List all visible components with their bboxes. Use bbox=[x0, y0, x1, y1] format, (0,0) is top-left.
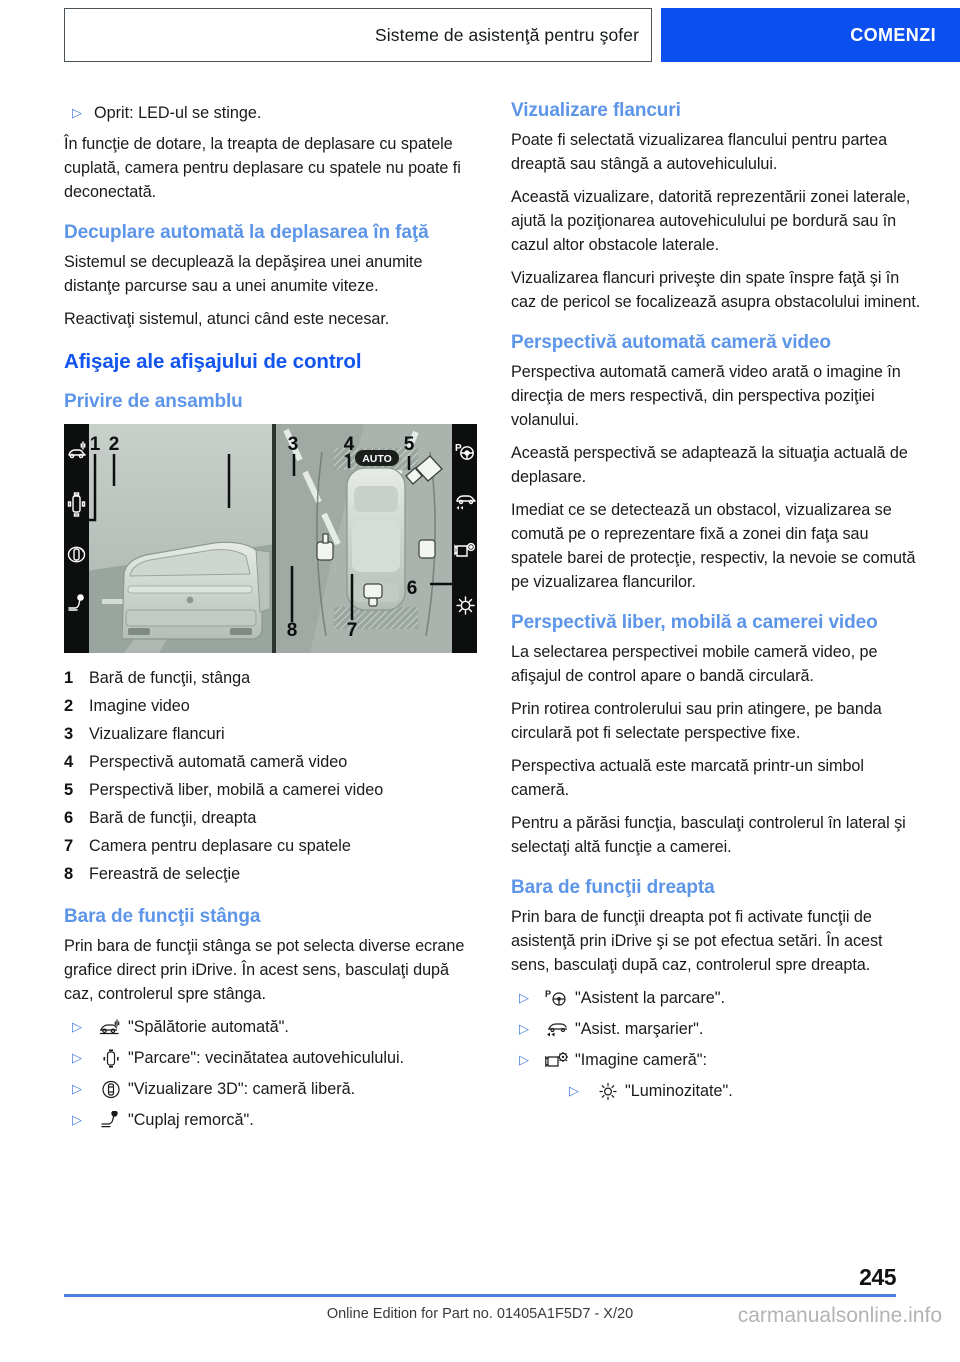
triangle-right-icon: ▷ bbox=[72, 1112, 82, 1127]
paragraph-perspectiva-auto-3: Imediat ce se detectează un obstacol, vizualizarea se comută pe o reprezentare fixă a zonei din faţa sau spatele barei de protecţie, respectiv, la nevoie se comută pe vizualizarea flancurilor. bbox=[511, 501, 916, 591]
list-item-label: "Parcare": vecinătatea autovehiculului. bbox=[128, 1049, 405, 1067]
legend-number: 1 bbox=[64, 669, 74, 687]
paragraph-perspectiva-libera-1: La selectarea perspectivei mobile cameră video, pe afişajul de control apare o bandă circulară. bbox=[511, 643, 878, 685]
legend-label: Bară de funcţii, dreapta bbox=[89, 809, 257, 827]
legend-label: Perspectivă automată cameră video bbox=[89, 753, 348, 771]
camera-settings-icon bbox=[541, 1048, 575, 1072]
list-item bbox=[511, 1017, 924, 1041]
list-item bbox=[64, 777, 477, 804]
list-item-label: "Luminozitate". bbox=[625, 1082, 733, 1100]
parking-assistant-icon bbox=[541, 986, 575, 1010]
car-wash-icon bbox=[94, 1015, 128, 1039]
list-item-label: Oprit: LED-ul se stinge. bbox=[94, 104, 262, 122]
legend-label: Perspectivă liber, mobilă a camerei video bbox=[89, 781, 384, 799]
list-item bbox=[64, 833, 477, 860]
callout-5: 5 bbox=[403, 434, 415, 455]
parking-surroundings-icon bbox=[94, 1046, 128, 1070]
page-number: 245 bbox=[859, 1264, 896, 1290]
list-item-label: "Cuplaj remorcă". bbox=[128, 1111, 254, 1129]
list-item bbox=[511, 1079, 924, 1103]
control-display-overview-figure bbox=[64, 424, 477, 653]
heading-perspectiva-automata: Perspectivă automată cameră video bbox=[511, 332, 831, 353]
legend-number: 5 bbox=[64, 781, 74, 799]
legend-label: Bară de funcţii, stânga bbox=[89, 669, 251, 687]
svg-text:AUTO: AUTO bbox=[362, 453, 392, 465]
paragraph-perspectiva-auto-2: Această perspectivă se adaptează la situaţia actuală de deplasare. bbox=[511, 444, 908, 486]
list-item-label: "Asist. marşarier". bbox=[575, 1020, 704, 1038]
legend-label: Camera pentru deplasare cu spatele bbox=[89, 837, 351, 855]
right-column bbox=[511, 98, 924, 1110]
list-item bbox=[64, 665, 477, 692]
legend-number: 3 bbox=[64, 725, 74, 743]
legend-number: 7 bbox=[64, 837, 74, 855]
triangle-right-icon: ▷ bbox=[519, 1021, 529, 1036]
reversing-assistant-icon bbox=[541, 1017, 575, 1041]
paragraph-perspectiva-auto-1: Perspectiva automată cameră video arată o imagine în direcţia de mers respectivă, din perspectiva poziţiei volanului. bbox=[511, 363, 901, 429]
left-column bbox=[64, 98, 477, 1139]
page-header bbox=[0, 8, 960, 62]
brightness-icon bbox=[591, 1079, 625, 1103]
tab-comenzi[interactable] bbox=[661, 8, 960, 62]
paragraph-vizualizare-3: Vizualizarea flancuri priveşte din spate înspre faţă şi în caz de pericol se focalizează asupra obstacolului iminent. bbox=[511, 269, 921, 311]
list-item bbox=[64, 1046, 477, 1070]
triangle-right-icon: ▷ bbox=[72, 105, 82, 120]
list-item-label: "Vizualizare 3D": cameră liberă. bbox=[128, 1080, 356, 1098]
legend-number: 6 bbox=[64, 809, 74, 827]
paragraph-bara-stanga: Prin bara de funcţii stânga se pot selecta diverse ecrane grafice direct prin iDrive. În acest sens, basculaţi după caz, controlerul spre stânga. bbox=[64, 937, 465, 1003]
paragraph-decuplare-2: Reactivaţi sistemul, atunci când este necesar. bbox=[64, 310, 390, 328]
callout-1: 1 bbox=[89, 434, 101, 455]
callout-7: 7 bbox=[346, 620, 358, 641]
callout-3: 3 bbox=[287, 434, 299, 455]
suv-rear bbox=[122, 542, 270, 639]
trailer-coupling-icon bbox=[94, 1108, 128, 1132]
list-item bbox=[64, 749, 477, 776]
list-item bbox=[511, 1048, 924, 1072]
list-item bbox=[64, 1077, 477, 1101]
callout-2: 2 bbox=[108, 434, 120, 455]
list-item bbox=[64, 693, 477, 720]
list-item-label: "Asistent la parcare". bbox=[575, 989, 726, 1007]
heading-afisaje: Afişaje ale afişajului de control bbox=[64, 350, 362, 373]
paragraph-perspectiva-libera-2: Prin rotirea controlerului sau prin atingere, pe banda circulară pot fi selectate perspective fixe. bbox=[511, 700, 882, 742]
heading-privire-ansamblu: Privire de ansamblu bbox=[64, 391, 243, 412]
paragraph-decuplare-1: Sistemul se decuplează la depăşirea unei anumite distanţe parcurse sau a unei anumite viteze. bbox=[64, 253, 423, 295]
view-3d-icon bbox=[94, 1077, 128, 1101]
paragraph-perspectiva-libera-4: Pentru a părăsi funcţia, basculaţi controlerul în lateral şi selectaţi altă funcţie a camerei. bbox=[511, 814, 906, 856]
svg-text:P: P bbox=[545, 988, 552, 999]
heading-bara-stanga: Bara de funcţii stânga bbox=[64, 906, 261, 927]
list-item bbox=[64, 1015, 477, 1039]
heading-bara-dreapta: Bara de funcţii dreapta bbox=[511, 877, 715, 898]
figure-legend bbox=[64, 665, 477, 888]
paragraph-bara-dreapta: Prin bara de funcţii dreapta pot fi activate funcţii de asistenţă prin iDrive şi se pot efectua setări. În acest sens, basculaţi după caz, controlerul spre dreapta. bbox=[511, 908, 883, 974]
list-item bbox=[64, 805, 477, 832]
list-item bbox=[64, 101, 477, 125]
callout-4: 4 bbox=[343, 434, 355, 455]
list-item bbox=[64, 721, 477, 748]
legend-number: 8 bbox=[64, 865, 74, 883]
tab-comenzi-label: COMENZI bbox=[850, 24, 936, 45]
legend-label: Fereastră de selecţie bbox=[89, 865, 241, 883]
triangle-right-icon: ▷ bbox=[72, 1050, 82, 1065]
triangle-right-icon: ▷ bbox=[519, 990, 529, 1005]
heading-perspectiva-libera: Perspectivă liber, mobilă a camerei video bbox=[511, 612, 878, 633]
paragraph-perspectiva-libera-3: Perspectiva actuală este marcată printr-un simbol cameră. bbox=[511, 757, 864, 799]
triangle-right-icon: ▷ bbox=[519, 1052, 529, 1067]
footer-rule bbox=[64, 1294, 896, 1297]
triangle-right-icon: ▷ bbox=[72, 1019, 82, 1034]
watermark: carmanualsonline.info bbox=[737, 1304, 942, 1327]
heading-vizualizare-flancuri: Vizualizare flancuri bbox=[511, 100, 681, 121]
left-function-bar bbox=[64, 424, 89, 653]
callout-6: 6 bbox=[406, 578, 418, 599]
legend-label: Vizualizare flancuri bbox=[89, 725, 225, 743]
legend-label: Imagine video bbox=[89, 697, 190, 715]
triangle-right-icon: ▷ bbox=[72, 1081, 82, 1096]
paragraph-vizualizare-1: Poate fi selectată vizualizarea flancului pentru partea dreaptă sau stângă a autovehiculului. bbox=[511, 131, 888, 173]
list-item bbox=[64, 861, 477, 888]
heading-decuplare: Decuplare automată la deplasarea în faţă bbox=[64, 222, 429, 243]
paragraph-vizualizare-2: Această vizualizare, datorită reprezentării zonei laterale, ajută la poziţionarea autovehiculului pe bordură sau în cazul altor obstacole laterale. bbox=[511, 188, 911, 254]
legend-number: 2 bbox=[64, 697, 74, 715]
legend-number: 4 bbox=[64, 753, 74, 771]
list-item bbox=[511, 986, 924, 1010]
list-item-label: "Imagine cameră": bbox=[575, 1051, 708, 1069]
svg-text:P: P bbox=[455, 443, 462, 454]
triangle-right-icon: ▷ bbox=[569, 1083, 579, 1098]
figure-graphic bbox=[64, 424, 477, 653]
breadcrumb bbox=[64, 8, 652, 62]
callout-8: 8 bbox=[286, 620, 298, 641]
breadcrumb-title: Sisteme de asistenţă pentru şofer bbox=[375, 24, 639, 45]
intro-paragraph: În funcţie de dotare, la treapta de deplasare cu spatele cuplată, camera pentru deplasare cu spatele nu poate fi deconectată. bbox=[64, 135, 461, 201]
list-item-label: "Spălătorie automată". bbox=[128, 1018, 289, 1036]
edition-note: Online Edition for Part no. 01405A1F5D7 - X/20 bbox=[326, 1306, 634, 1322]
list-item bbox=[64, 1108, 477, 1132]
